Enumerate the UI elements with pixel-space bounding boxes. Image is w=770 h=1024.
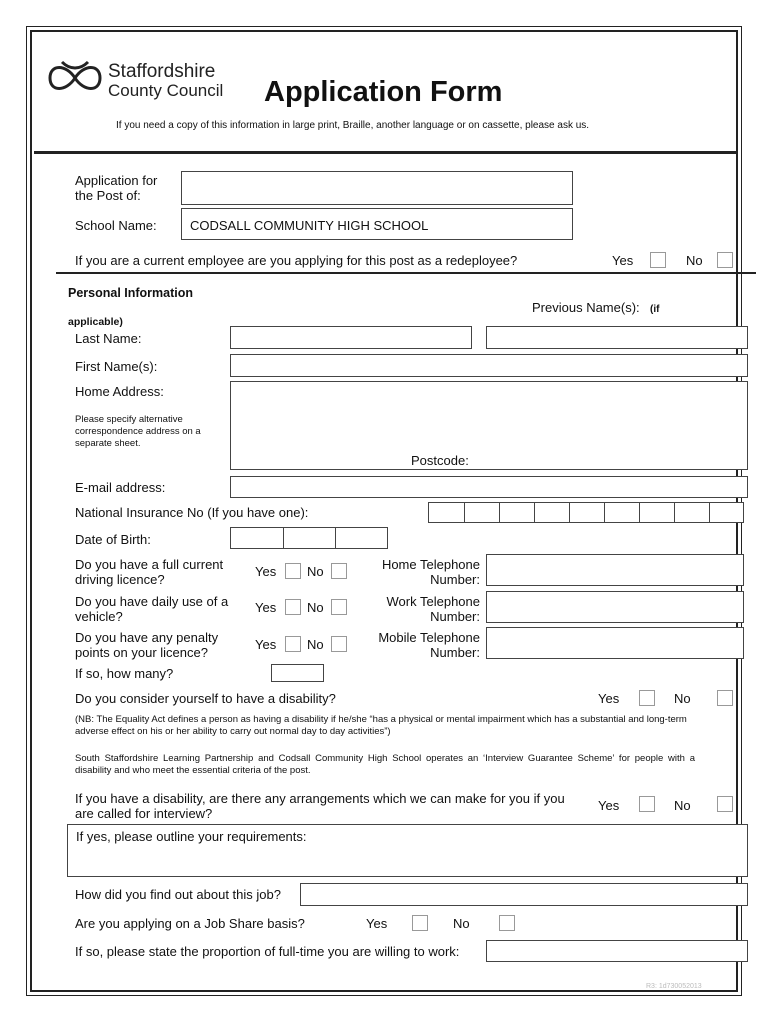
address-note: Please specify alternative correspondence address on a separate sheet. (75, 414, 201, 449)
org-name-line2: County Council (108, 81, 224, 100)
post-label: Application for the Post of: (75, 173, 158, 203)
job-share-no-label: No (453, 916, 470, 931)
page-title: Application Form (264, 76, 503, 108)
driving-yes-checkbox[interactable] (285, 563, 301, 579)
penalty-yes-label: Yes (255, 637, 277, 652)
redeploy-yes-checkbox[interactable] (650, 252, 666, 268)
ni-field[interactable] (428, 502, 744, 523)
personal-heading: Personal Information (68, 286, 194, 300)
arrangements-yes-label: Yes (598, 798, 620, 813)
previous-names-field[interactable] (486, 326, 748, 349)
first-names-label: First Name(s): (75, 359, 158, 374)
driving-no-checkbox[interactable] (331, 563, 347, 579)
job-share-no-checkbox[interactable] (499, 915, 515, 931)
penalty-yes-checkbox[interactable] (285, 636, 301, 652)
home-tel-field[interactable] (486, 554, 744, 586)
arrangements-no-label: No (674, 798, 691, 813)
mobile-tel-field[interactable] (486, 627, 744, 659)
job-share-yes-label: Yes (366, 916, 388, 931)
dob-label: Date of Birth: (75, 532, 151, 547)
vehicle-no-checkbox[interactable] (331, 599, 347, 615)
post-field[interactable] (181, 171, 573, 205)
requirements-field[interactable] (67, 824, 748, 877)
vehicle-question: Do you have daily use of a vehicle? (75, 594, 229, 624)
redeploy-no-label: No (686, 253, 703, 268)
postcode-label: Postcode: (411, 453, 469, 468)
redeploy-yes-label: Yes (612, 253, 634, 268)
dob-field[interactable] (230, 527, 388, 549)
find-job-field[interactable] (300, 883, 748, 906)
equality-note: (NB: The Equality Act defines a person as having a disability if he/she “has a physical or mental impairment which has a substantial and long-term adverse effect on his or her ability to carry out normal day to day activities”) (75, 714, 687, 737)
disability-yes-label: Yes (598, 691, 620, 706)
how-many-field[interactable] (271, 664, 324, 682)
personal-heading-cont: applicable) (68, 316, 123, 328)
email-field[interactable] (230, 476, 748, 498)
home-address-field[interactable] (230, 381, 748, 470)
disability-no-label: No (674, 691, 691, 706)
how-many-label: If so, how many? (75, 666, 174, 681)
disability-no-checkbox[interactable] (717, 690, 733, 706)
mobile-tel-label: Mobile Telephone Number: (378, 630, 480, 660)
vehicle-no-label: No (307, 600, 324, 615)
work-tel-field[interactable] (486, 591, 744, 623)
header-divider (34, 151, 736, 154)
form-reference: R3: 1d730052013 (646, 983, 702, 990)
driving-licence-question: Do you have a full current driving licence? (75, 557, 224, 587)
driving-no-label: No (307, 564, 324, 579)
previous-names-note: (if (650, 304, 660, 315)
penalty-no-checkbox[interactable] (331, 636, 347, 652)
redeploy-question: If you are a current employee are you applying for this post as a redeployee? (75, 253, 518, 268)
ni-label: National Insurance No (If you have one): (75, 505, 309, 520)
school-label: School Name: (75, 218, 157, 233)
arrangements-question: If you have a disability, are there any arrangements which we can make for you if you are called for interview? (75, 791, 565, 821)
first-names-field[interactable] (230, 354, 748, 377)
org-name-line1: Staffordshire (108, 61, 216, 82)
home-address-label: Home Address: (75, 384, 164, 399)
arrangements-yes-checkbox[interactable] (639, 796, 655, 812)
vehicle-yes-checkbox[interactable] (285, 599, 301, 615)
home-tel-label: Home Telephone Number: (381, 557, 480, 587)
redeploy-no-checkbox[interactable] (717, 252, 733, 268)
requirements-label: If yes, please outline your requirements: (76, 829, 307, 844)
job-share-yes-checkbox[interactable] (412, 915, 428, 931)
disability-yes-checkbox[interactable] (639, 690, 655, 706)
last-name-label: Last Name: (75, 331, 142, 346)
last-name-field[interactable] (230, 326, 472, 349)
arrangements-no-checkbox[interactable] (717, 796, 733, 812)
email-label: E-mail address: (75, 480, 166, 495)
penalty-no-label: No (307, 637, 324, 652)
disability-question: Do you consider yourself to have a disability? (75, 691, 336, 706)
guarantee-note: South Staffordshire Learning Partnership and Codsall Community High School operates an ‘Interview Guarantee Scheme’ for people with a disability and who meet the essential criteria of the post. (75, 753, 695, 776)
vehicle-yes-label: Yes (255, 600, 277, 615)
proportion-label: If so, please state the proportion of full-time you are willing to work: (75, 944, 460, 959)
school-field[interactable]: CODSALL COMMUNITY HIGH SCHOOL (181, 208, 573, 240)
find-job-label: How did you find out about this job? (75, 887, 281, 902)
staffordshire-knot-logo-icon (44, 56, 106, 100)
driving-yes-label: Yes (255, 564, 277, 579)
job-share-question: Are you applying on a Job Share basis? (75, 916, 305, 931)
section-divider (56, 272, 756, 274)
work-tel-label: Work Telephone Number: (386, 594, 480, 624)
proportion-field[interactable] (486, 940, 748, 962)
previous-names-label: Previous Name(s): (532, 300, 640, 315)
penalty-question: Do you have any penalty points on your licence? (75, 630, 219, 660)
accessibility-notice: If you need a copy of this information in large print, Braille, another language or on cassette, please ask us. (116, 120, 590, 131)
